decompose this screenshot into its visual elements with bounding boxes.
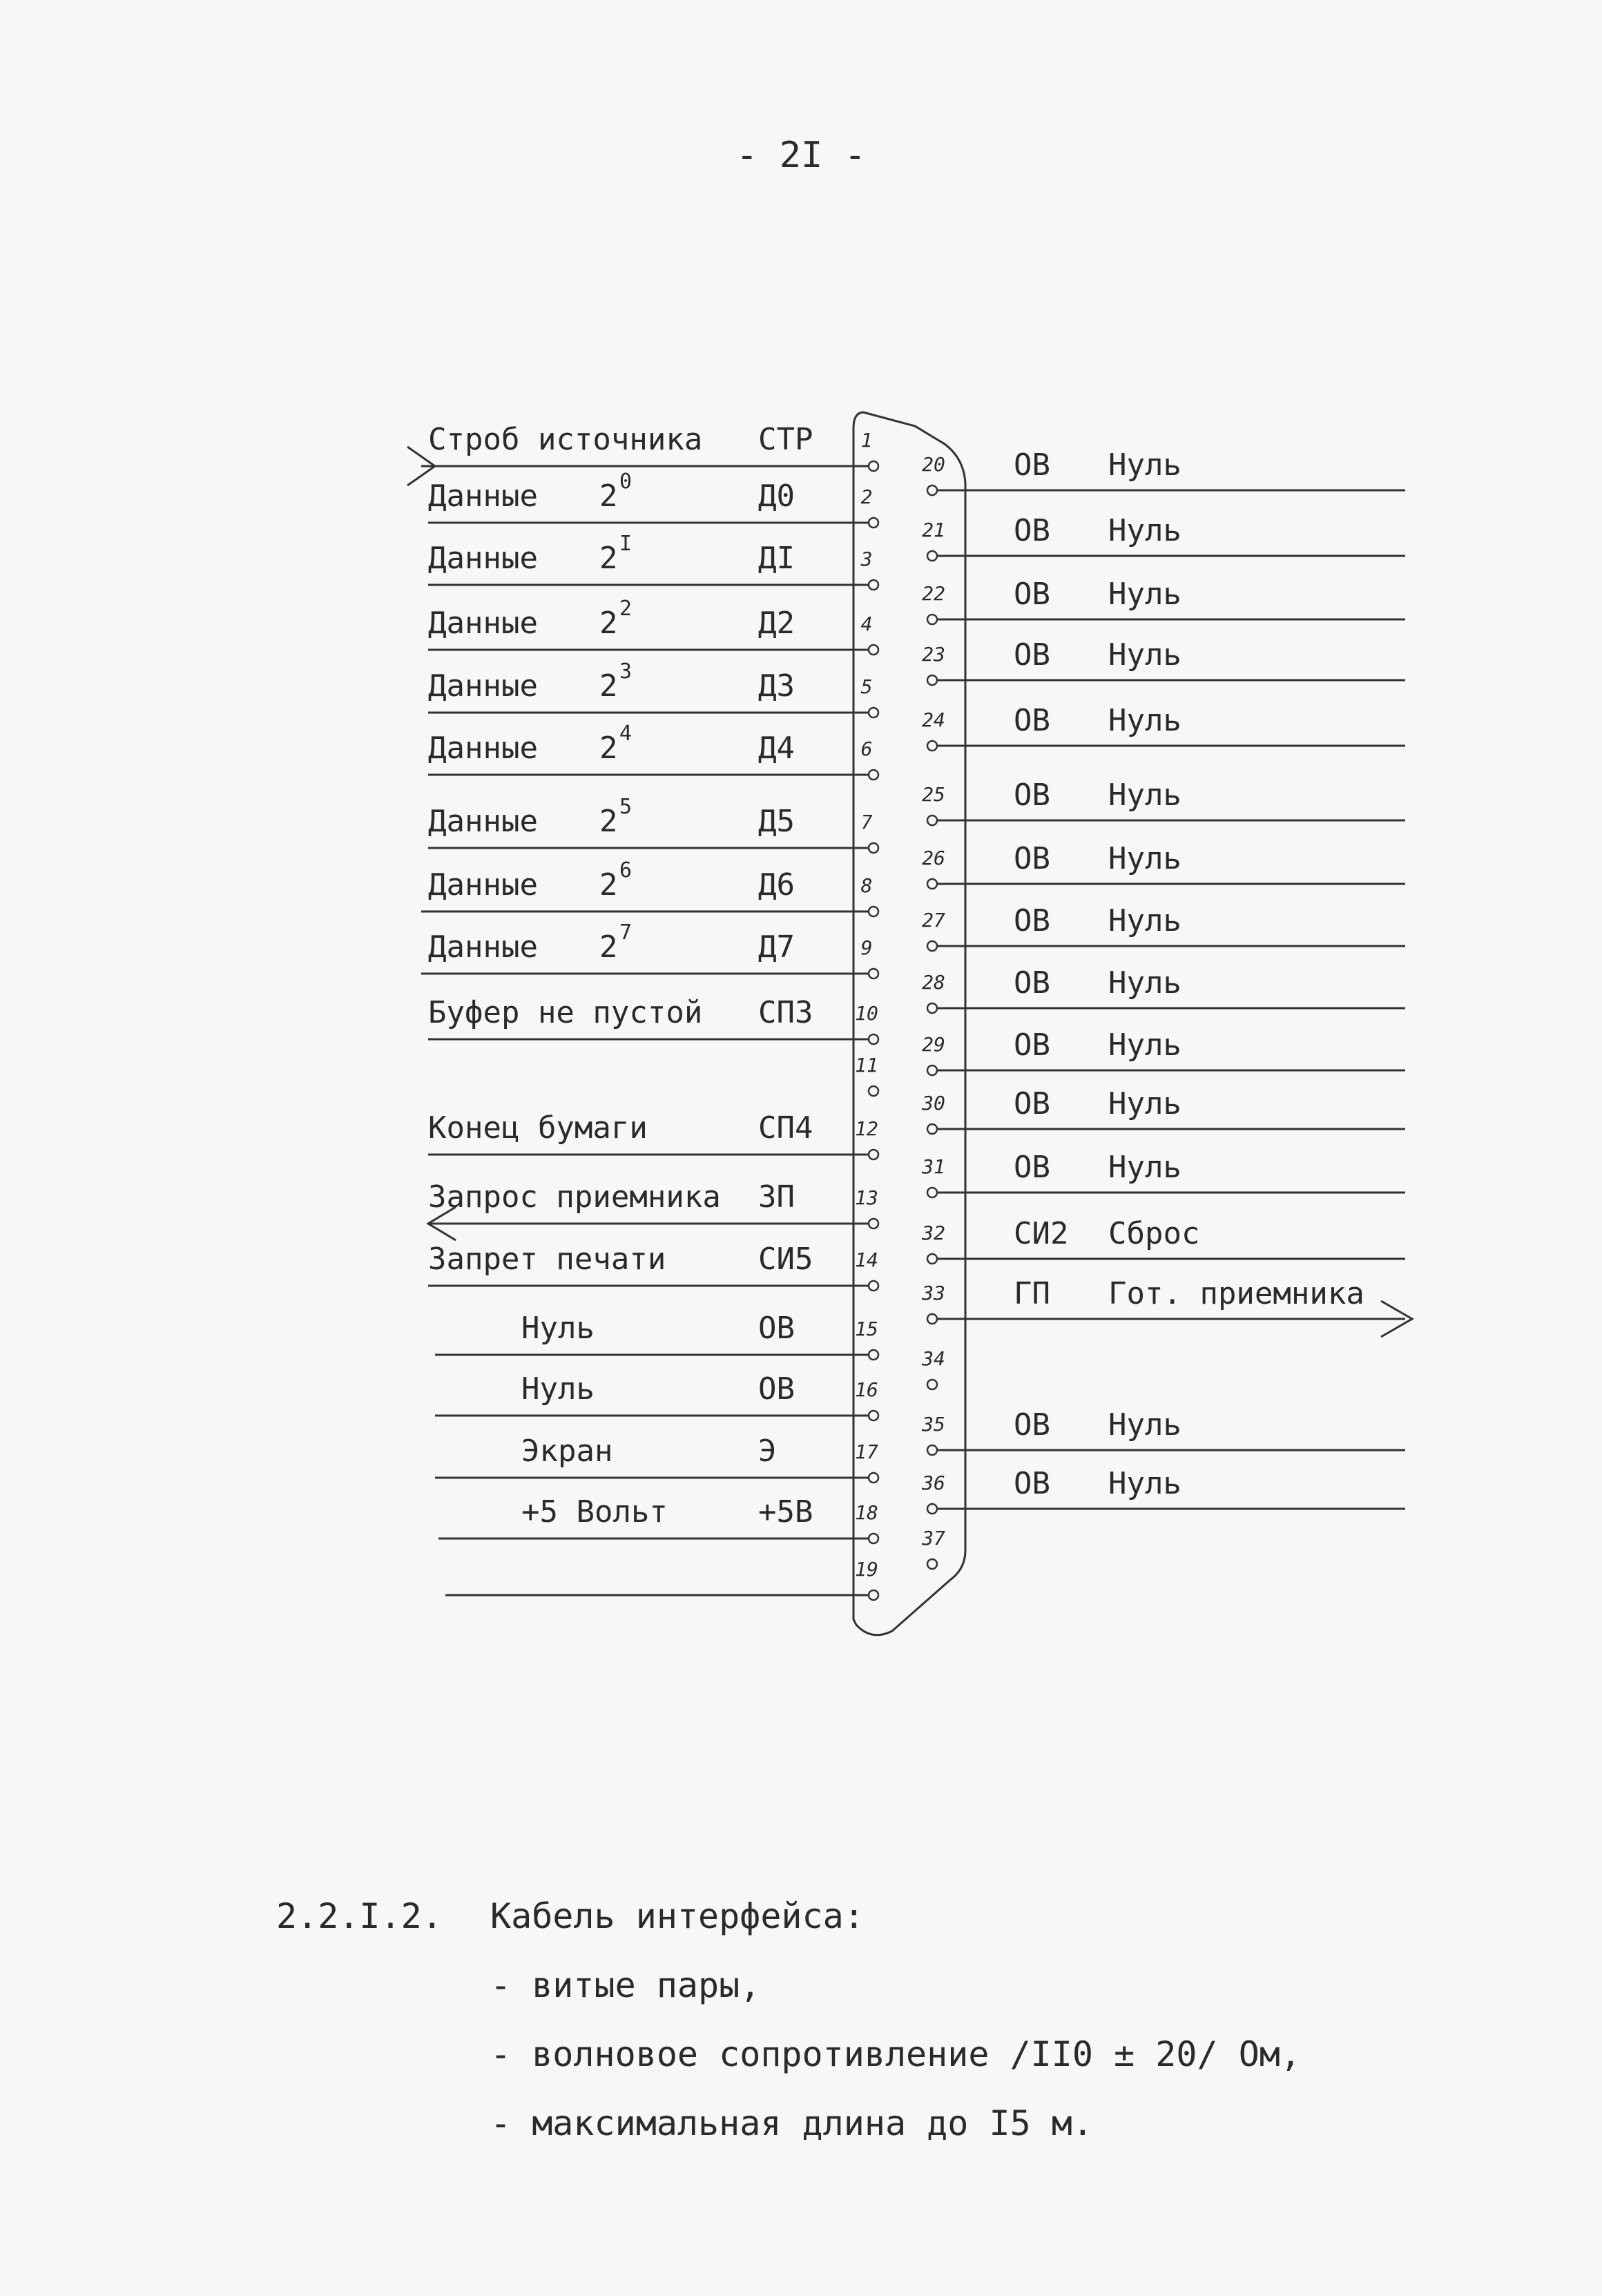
- pin-row-left: [435, 1311, 878, 1360]
- pin-terminal: [869, 1150, 878, 1159]
- section-number: 2.2.I.2.: [276, 1896, 443, 1936]
- pin-row-right: [921, 1466, 1405, 1514]
- cable-spec-item: - витые пары,: [490, 1965, 761, 2005]
- pin-number: 12: [855, 1117, 878, 1140]
- signal-name: Конец бумаги: [428, 1110, 648, 1146]
- pin-terminal: [927, 741, 937, 751]
- pin-number: 37: [922, 1527, 945, 1550]
- pin-number: 34: [922, 1347, 945, 1370]
- signal-code: ЗП: [758, 1179, 795, 1215]
- pin-terminal: [869, 1350, 878, 1360]
- pin-number: 30: [922, 1092, 945, 1115]
- exponent-value: 3: [619, 659, 633, 684]
- signal-code: СИ5: [758, 1242, 813, 1277]
- pin-number: 22: [922, 582, 945, 605]
- cable-spec-item: - волновое сопротивление /II0 ± 20/ Ом,: [490, 2034, 1301, 2074]
- signal-name: Нуль: [1108, 637, 1181, 673]
- pin-number: 19: [855, 1558, 878, 1581]
- pin-row-right: [921, 1276, 1412, 1337]
- pin-terminal: [927, 615, 937, 624]
- pin-number: 26: [922, 847, 945, 869]
- signal-code: ОВ: [1014, 778, 1050, 813]
- pin-row-right: [921, 1150, 1405, 1197]
- exponent-base: 2: [599, 541, 618, 576]
- pin-number: 21: [922, 519, 945, 541]
- pin-row-left: [438, 1494, 878, 1543]
- pin-row-right: [922, 447, 1405, 495]
- signal-name: Нуль: [1108, 513, 1181, 548]
- pin-terminal: [869, 1473, 878, 1483]
- pin-row-right: [922, 703, 1405, 751]
- pin-number: 7: [860, 811, 873, 833]
- signal-code: СП4: [758, 1110, 813, 1146]
- pin-terminal: [927, 551, 937, 561]
- signal-name: Сброс: [1108, 1216, 1200, 1251]
- pin-number: 32: [922, 1222, 945, 1244]
- pin-number: 27: [922, 909, 945, 932]
- signal-code: ОВ: [1014, 1150, 1050, 1185]
- signal-name: Нуль: [1108, 1028, 1181, 1063]
- pin-number: 36: [922, 1472, 945, 1494]
- exponent-base: 2: [599, 606, 618, 641]
- signal-code: ОВ: [1014, 1407, 1050, 1443]
- signal-code: ОВ: [1014, 447, 1050, 483]
- pin-number: 18: [855, 1501, 878, 1524]
- pin-row-right: [921, 1407, 1405, 1455]
- signal-code: ОВ: [1014, 1466, 1050, 1501]
- signal-code: ОВ: [1014, 1086, 1050, 1121]
- signal-code: Д4: [758, 731, 795, 766]
- signal-code: СТР: [758, 422, 813, 457]
- pin-number: 25: [922, 783, 945, 806]
- pin-number: 28: [922, 971, 945, 994]
- signal-name: Нуль: [1108, 703, 1181, 738]
- pin-number: 4: [860, 612, 873, 635]
- signal-code: +5В: [758, 1494, 813, 1530]
- pin-terminal: [927, 879, 937, 889]
- pin-number: 2: [860, 485, 873, 508]
- pin-terminal: [927, 1065, 937, 1075]
- pin-terminal: [869, 1086, 878, 1096]
- signal-name: +5 Вольт: [521, 1494, 668, 1530]
- signal-name: Нуль: [1108, 965, 1181, 1001]
- exponent-value: I: [619, 532, 633, 556]
- pin-number: 13: [855, 1186, 878, 1209]
- pin-terminal: [869, 580, 878, 590]
- exponent-value: 0: [619, 470, 633, 494]
- signal-code: ОВ: [1014, 637, 1050, 673]
- pin-row-left: [428, 659, 878, 717]
- signal-name: Гот. приемника: [1108, 1276, 1364, 1311]
- pin-row-left: [435, 1371, 878, 1420]
- pin-row-left: [428, 532, 878, 590]
- pin-terminal: [869, 645, 878, 655]
- signal-name: Запрос приемника: [428, 1179, 721, 1215]
- pin-number: 24: [922, 708, 945, 731]
- pin-number: 33: [922, 1282, 945, 1304]
- pin-number: 6: [860, 737, 873, 760]
- pin-terminal: [869, 770, 878, 780]
- signal-code: Д6: [758, 867, 795, 903]
- pin-terminal: [927, 1254, 937, 1264]
- pin-row-right: [922, 577, 1405, 624]
- signal-name: Нуль: [1108, 778, 1181, 813]
- exponent-value: 6: [619, 858, 633, 882]
- pin-terminal: [869, 969, 878, 978]
- pin-row-right: [922, 637, 1405, 685]
- exponent-value: 2: [619, 597, 633, 621]
- pin-number: 10: [855, 1002, 878, 1025]
- pin-terminal: [927, 1314, 937, 1324]
- pin-row-right: [922, 903, 1405, 951]
- signal-code: ДI: [758, 541, 795, 576]
- pin-row-left: [407, 422, 878, 485]
- pin-row-left: [421, 858, 878, 916]
- signal-name: Данные: [428, 731, 538, 766]
- pin-row-left: [428, 1179, 878, 1240]
- pin-terminal: [927, 485, 937, 495]
- pin-row-left: [428, 1110, 878, 1159]
- signal-name: Нуль: [1108, 841, 1181, 876]
- signal-code: ОВ: [1014, 513, 1050, 548]
- pin-terminal: [927, 675, 937, 685]
- pin-number: 1: [860, 429, 873, 452]
- page-number: - 2I -: [736, 135, 866, 176]
- signal-code: Д3: [758, 668, 795, 704]
- signal-name: Нуль: [1108, 447, 1181, 483]
- pin-terminal: [927, 816, 937, 825]
- signal-name: Данные: [428, 804, 538, 839]
- pin-row-left: [428, 995, 878, 1044]
- signal-name: Буфер не пустой: [428, 995, 703, 1030]
- signal-name: Нуль: [1108, 577, 1181, 612]
- pin-number: 5: [860, 675, 873, 698]
- signal-code: Д7: [758, 929, 795, 965]
- section-title: Кабель интерфейса:: [490, 1896, 865, 1936]
- pin-terminal: [927, 1559, 937, 1569]
- signal-code: Д0: [758, 479, 795, 514]
- pin-number: 17: [855, 1440, 878, 1463]
- pin-row-left: [855, 1054, 878, 1096]
- exponent-base: 2: [599, 479, 618, 514]
- pin-row-right: [922, 965, 1405, 1013]
- pin-row-right: [921, 1347, 945, 1389]
- signal-name: Нуль: [1108, 1407, 1181, 1443]
- signal-code: ОВ: [1014, 903, 1050, 938]
- signal-name: Строб источника: [428, 422, 703, 457]
- pin-terminal: [869, 843, 878, 853]
- pin-terminal: [869, 1411, 878, 1420]
- signal-code: Д2: [758, 606, 795, 641]
- pin-number: 20: [922, 453, 945, 476]
- signal-code: ОВ: [758, 1371, 795, 1407]
- signal-name: Нуль: [521, 1311, 595, 1346]
- pin-row-right: [922, 513, 1405, 561]
- pin-terminal: [927, 1504, 937, 1514]
- signal-code: ОВ: [1014, 703, 1050, 738]
- signal-name: Нуль: [521, 1371, 595, 1407]
- signal-name: Данные: [428, 929, 538, 965]
- pin-number: 35: [922, 1413, 945, 1436]
- pin-row-left: [445, 1558, 878, 1600]
- pin-terminal: [869, 1590, 878, 1600]
- pin-number: 15: [855, 1318, 878, 1340]
- signal-name: Данные: [428, 867, 538, 903]
- pin-row-left: [428, 1242, 878, 1291]
- pin-row-left: [428, 470, 878, 528]
- pin-terminal: [869, 907, 878, 916]
- pin-row-left: [421, 920, 878, 978]
- signal-name: Данные: [428, 606, 538, 641]
- pin-row-left: [428, 722, 878, 780]
- pin-row-right: [922, 841, 1405, 889]
- pin-terminal: [927, 1188, 937, 1197]
- pin-number: 14: [855, 1248, 878, 1271]
- cable-spec-item: - максимальная длина до I5 м.: [490, 2103, 1093, 2143]
- pin-terminal: [869, 1219, 878, 1228]
- pin-number: 11: [855, 1054, 878, 1077]
- pin-terminal: [869, 518, 878, 528]
- signal-code: ОВ: [1014, 841, 1050, 876]
- pin-number: 16: [855, 1378, 878, 1401]
- pin-row-right: [922, 778, 1405, 825]
- exponent-value: 4: [619, 722, 633, 746]
- signal-name: Нуль: [1108, 903, 1181, 938]
- signal-code: Д5: [758, 804, 795, 839]
- exponent-value: 7: [619, 920, 633, 945]
- exponent-base: 2: [599, 867, 618, 903]
- signal-code: СП3: [758, 995, 813, 1030]
- left-pin-rows: [407, 422, 878, 1600]
- pin-terminal: [869, 708, 878, 717]
- pin-row-right: [921, 1527, 945, 1569]
- exponent-base: 2: [599, 804, 618, 839]
- pin-terminal: [927, 1380, 937, 1389]
- pin-terminal: [927, 1445, 937, 1455]
- pin-terminal: [927, 1003, 937, 1013]
- signal-code: ГП: [1014, 1276, 1050, 1311]
- signal-name: Экран: [521, 1434, 613, 1469]
- pin-number: 29: [922, 1033, 945, 1056]
- pin-terminal: [927, 1124, 937, 1134]
- pin-row-right: [922, 1028, 1405, 1075]
- pin-terminal: [869, 1281, 878, 1291]
- signal-name: Нуль: [1108, 1150, 1181, 1185]
- pin-number: 3: [860, 548, 873, 570]
- pin-number: 9: [860, 936, 873, 959]
- signal-name: Нуль: [1108, 1466, 1181, 1501]
- cable-spec-list: [490, 1951, 1301, 2158]
- pin-row-left: [428, 597, 878, 655]
- pin-number: 23: [922, 643, 945, 666]
- signal-code: Э: [758, 1434, 777, 1469]
- signal-code: ОВ: [758, 1311, 795, 1346]
- pin-row-left: [435, 1434, 878, 1483]
- exponent-base: 2: [599, 929, 618, 965]
- pin-row-left: [428, 795, 878, 853]
- pin-terminal: [927, 941, 937, 951]
- signal-name: Данные: [428, 668, 538, 704]
- pin-number: 8: [860, 874, 873, 897]
- signal-code: ОВ: [1014, 1028, 1050, 1063]
- pin-terminal: [869, 1534, 878, 1543]
- exponent-base: 2: [599, 731, 618, 766]
- pin-row-right: [921, 1086, 1405, 1134]
- signal-code: СИ2: [1014, 1216, 1069, 1251]
- signal-code: ОВ: [1014, 577, 1050, 612]
- pin-row-right: [921, 1216, 1405, 1264]
- signal-name: Данные: [428, 479, 538, 514]
- signal-code: ОВ: [1014, 965, 1050, 1001]
- signal-name: Запрет печати: [428, 1242, 666, 1277]
- exponent-base: 2: [599, 668, 618, 704]
- exponent-value: 5: [619, 795, 633, 819]
- signal-name: Данные: [428, 541, 538, 576]
- right-pin-rows: [921, 447, 1412, 1569]
- pin-number: 31: [922, 1155, 945, 1178]
- pin-terminal: [869, 461, 878, 471]
- signal-name: Нуль: [1108, 1086, 1181, 1121]
- pin-terminal: [869, 1034, 878, 1044]
